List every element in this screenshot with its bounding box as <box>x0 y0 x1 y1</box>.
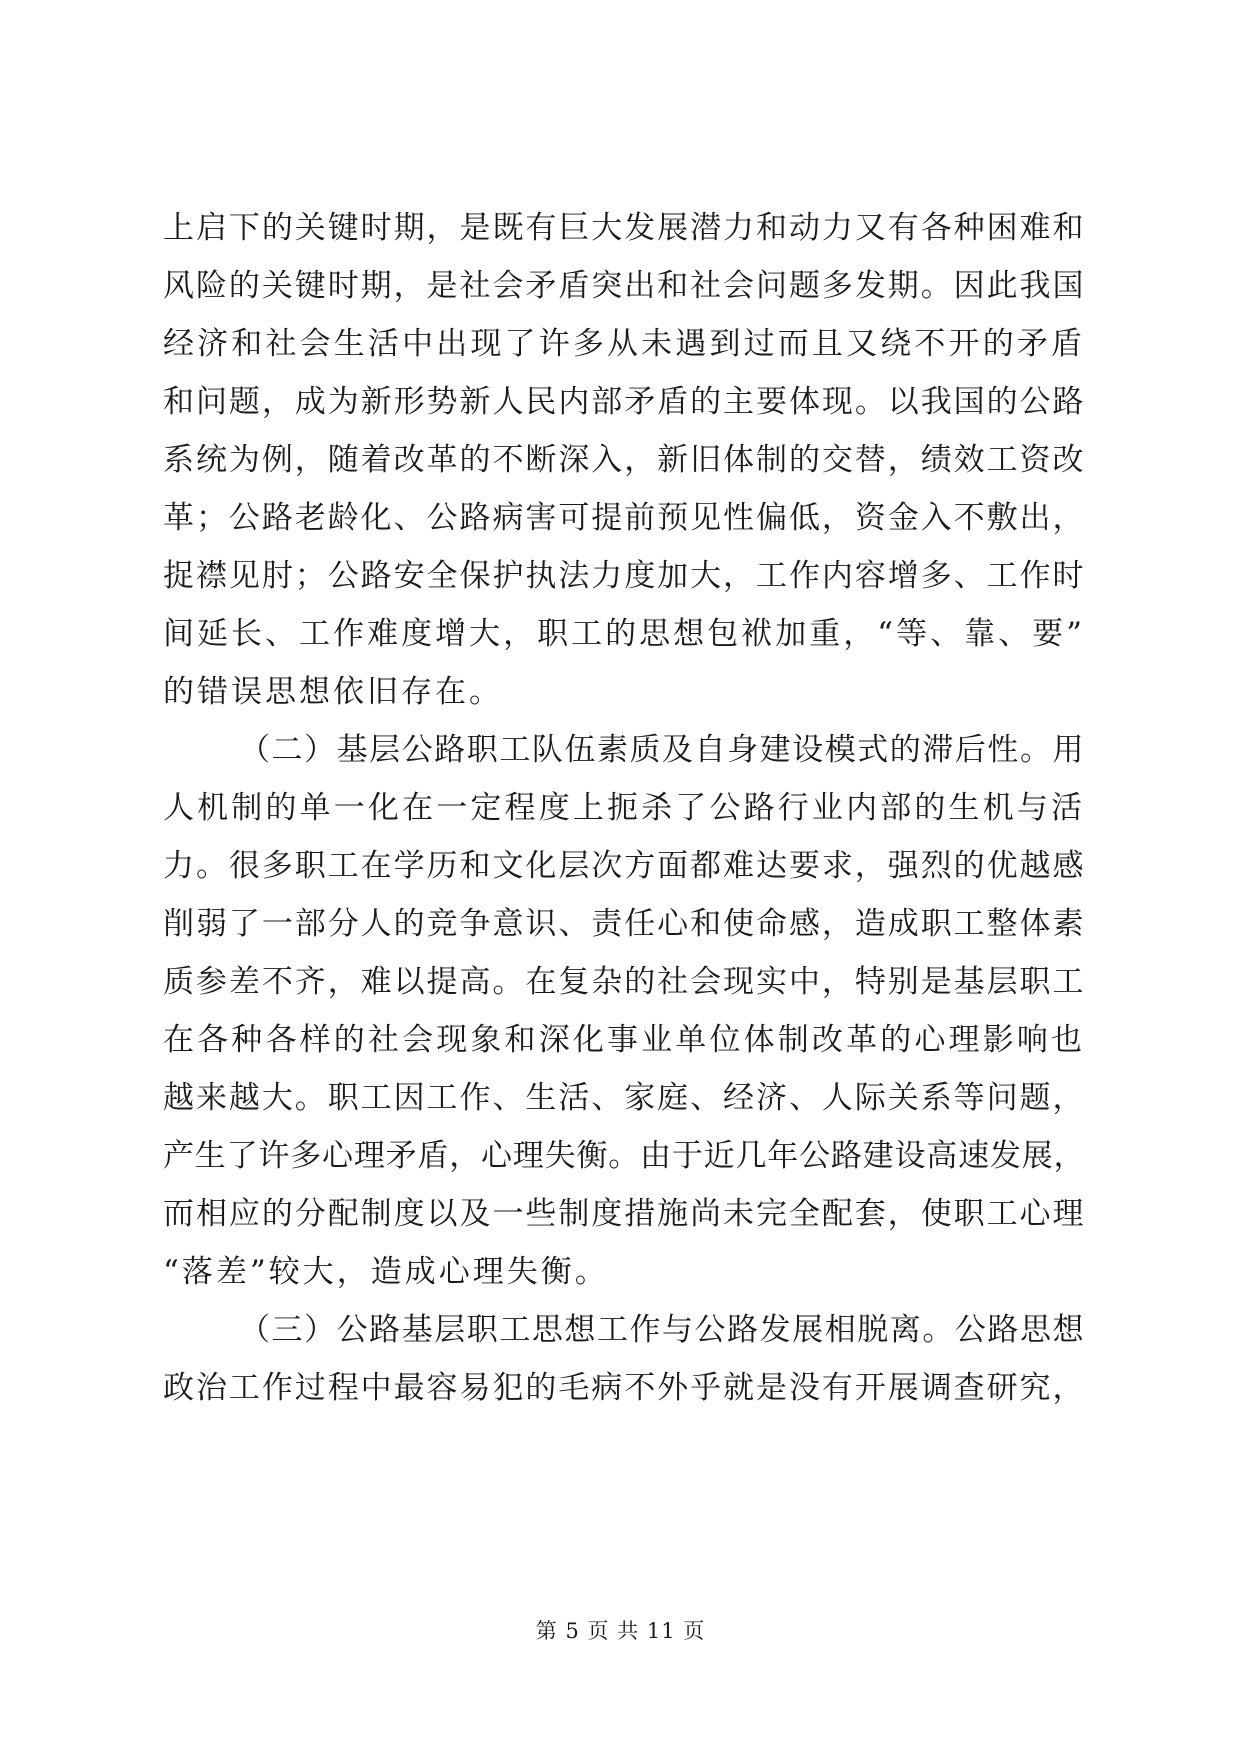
text-line: 经济和社会生活中出现了许多从未遇到过而且又绕不开的矛盾 <box>163 326 1085 362</box>
text-line: 革；公路老龄化、公路病害可提前预见性偏低，资金入不敷出， <box>163 500 1085 536</box>
text-line: 捉襟见肘；公路安全保护执法力度加大，工作内容增多、工作时 <box>163 558 1085 594</box>
text-line: 在各种各样的社会现象和深化事业单位体制改革的心理影响也 <box>163 1022 1085 1058</box>
text-line: 越来越大。职工因工作、生活、家庭、经济、人际关系等问题， <box>163 1080 1085 1116</box>
text-line: 系统为例，随着改革的不断深入，新旧体制的交替，绩效工资改 <box>163 442 1085 478</box>
text-line: 而相应的分配制度以及一些制度措施尚未完全配套，使职工心理 <box>163 1196 1085 1232</box>
paragraph-heading-2: （二）基层公路职工队伍素质及自身建设模式的滞后性。用 <box>239 732 1085 768</box>
text-line: 人机制的单一化在一定程度上扼杀了公路行业内部的生机与活 <box>163 790 1085 826</box>
page-number-footer: 第 5 页 共 11 页 <box>535 1619 706 1643</box>
text-line: 的错误思想依旧存在。 <box>163 674 503 710</box>
text-line: 风险的关键时期，是社会矛盾突出和社会问题多发期。因此我国 <box>163 268 1085 304</box>
text-line: 政治工作过程中最容易犯的毛病不外乎就是没有开展调查研究， <box>163 1370 1085 1406</box>
text-line: 产生了许多心理矛盾，心理失衡。由于近几年公路建设高速发展， <box>163 1138 1085 1174</box>
text-line: 和问题，成为新形势新人民内部矛盾的主要体现。以我国的公路 <box>163 384 1085 420</box>
text-line: 上启下的关键时期，是既有巨大发展潜力和动力又有各种困难和 <box>163 210 1085 246</box>
text-line: 质参差不齐，难以提高。在复杂的社会现实中，特别是基层职工 <box>163 964 1085 1000</box>
text-line: “落差”较大，造成心理失衡。 <box>163 1254 609 1290</box>
text-line: 力。很多职工在学历和文化层次方面都难达要求，强烈的优越感 <box>163 848 1085 884</box>
text-line: 间延长、工作难度增大，职工的思想包袱加重，“等、靠、要” <box>163 616 1085 652</box>
text-line: 削弱了一部分人的竞争意识、责任心和使命感，造成职工整体素 <box>163 906 1085 942</box>
paragraph-heading-3: （三）公路基层职工思想工作与公路发展相脱离。公路思想 <box>239 1312 1085 1348</box>
